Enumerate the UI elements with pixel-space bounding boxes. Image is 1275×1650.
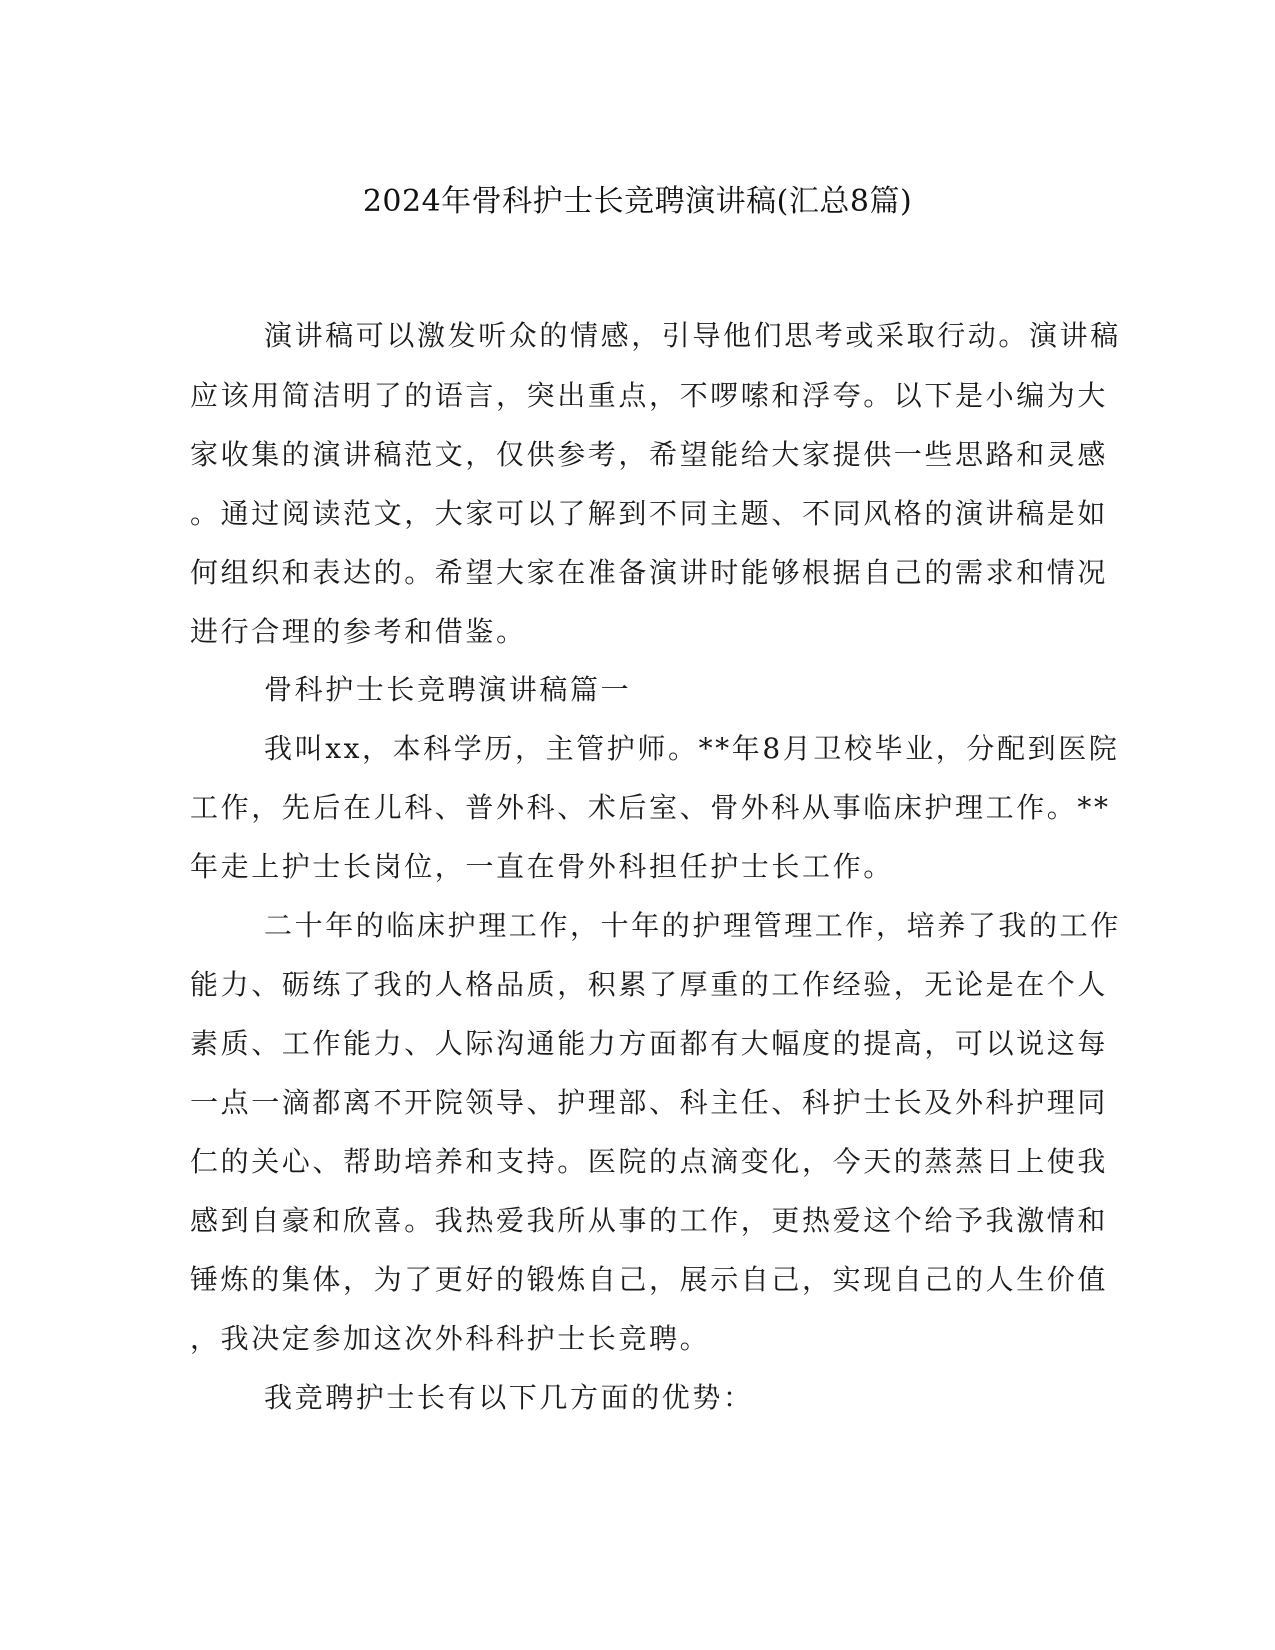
document-title: 2024年骨科护士长竞聘演讲稿(汇总8篇)	[362, 184, 913, 219]
paragraph-line: 能力、砺练了我的人格品质，积累了厚重的工作经验，无论是在个人	[190, 968, 1109, 1001]
paragraph-line: 锤炼的集体，为了更好的锻炼自己，展示自己，实现自己的人生价值	[190, 1263, 1109, 1296]
paragraph-line: 年走上护士长岗位，一直在骨外科担任护士长工作。	[190, 850, 894, 883]
paragraph-line: 。通过阅读范文，大家可以了解到不同主题、不同风格的演讲稿是如	[190, 497, 1109, 530]
paragraph-line: 我叫xx，本科学历，主管护师。**年8月卫校毕业，分配到医院	[264, 732, 1120, 765]
paragraph-line: 何组织和表达的。希望大家在准备演讲时能够根据自己的需求和情况	[190, 556, 1109, 589]
paragraph-line: 家收集的演讲稿范文，仅供参考，希望能给大家提供一些思路和灵感	[190, 438, 1109, 471]
paragraph-line: 素质、工作能力、人际沟通能力方面都有大幅度的提高，可以说这每	[190, 1027, 1109, 1060]
paragraph-line: ，我决定参加这次外科科护士长竞聘。	[190, 1322, 711, 1355]
paragraph-line: 我竞聘护士长有以下几方面的优势：	[264, 1381, 754, 1414]
paragraph-line: 演讲稿可以激发听众的情感，引导他们思考或采取行动。演讲稿	[264, 319, 1121, 352]
paragraph-line: 一点一滴都离不开院领导、护理部、科主任、科护士长及外科护理同	[190, 1086, 1109, 1119]
paragraph-line: 仁的关心、帮助培养和支持。医院的点滴变化，今天的蒸蒸日上使我	[190, 1145, 1109, 1178]
section-heading: 骨科护士长竞聘演讲稿篇一	[264, 673, 632, 706]
paragraph-line: 二十年的临床护理工作，十年的护理管理工作，培养了我的工作	[264, 909, 1121, 942]
paragraph-line: 感到自豪和欣喜。我热爱我所从事的工作，更热爱这个给予我激情和	[190, 1204, 1109, 1237]
paragraph-line: 应该用简洁明了的语言，突出重点，不啰嗦和浮夸。以下是小编为大	[190, 379, 1109, 412]
paragraph-line: 进行合理的参考和借鉴。	[190, 615, 527, 648]
paragraph-line: 工作，先后在儿科、普外科、术后室、骨外科从事临床护理工作。**	[190, 791, 1111, 824]
